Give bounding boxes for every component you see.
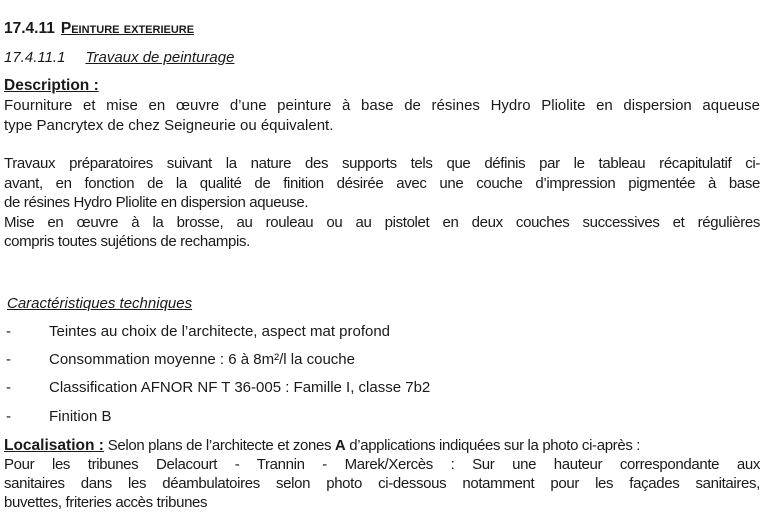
characteristic-text: Classification AFNOR NF T 36-005 : Famille I, classe 7b2 [49,379,431,396]
dash-bullet-icon: - [6,351,11,368]
localisation-text: d’applications indiquées sur la photo ci-après : [345,437,641,454]
localisation-line [4,436,760,455]
localisation-line: Pour les tribunes Delacourt - Trannin - Marek/Xercès : Sur une hauteur correspondante aux [4,456,760,473]
characteristic-item [6,323,390,340]
description-paragraph-2 [4,154,760,252]
localisation-label: Localisation : [4,437,104,454]
zone-marker: A [334,437,346,454]
localisation-block [4,436,760,512]
localisation-line: sanitaires dans les déambulatoires selon photo ci-dessous notamment pour les façades sanitaires, [4,475,760,492]
paragraph-line: de résines Hydro Pliolite en dispersion aqueuse. [4,194,309,211]
paragraph-line: Travaux préparatoires suivant la nature des supports tels que définis par le tableau récapitulatif ci- [4,155,760,172]
section-heading [4,20,194,38]
subsection-heading [4,49,234,66]
dash-bullet-icon: - [6,379,11,396]
dash-bullet-icon: - [6,323,11,340]
paragraph-line: Mise en œuvre à la brosse, au rouleau ou au pistolet en deux couches successives et régulières [4,213,760,231]
section-number: 17.4.11 [4,20,55,37]
paragraph-line: type Pancrytex de chez Seigneurie ou équivalent. [4,116,334,134]
subsection-title: Travaux de peinturage [85,49,235,66]
characteristic-text: Finition B [49,408,112,425]
localisation-text: Selon plans de l’architecte et zones [103,437,335,454]
subsection-number: 17.4.11.1 [4,49,66,66]
section-title: Peinture exterieure [60,20,195,37]
characteristic-text: Consommation moyenne : 6 à 8m²/l la couche [49,351,355,368]
description-label: Description : [4,77,99,94]
characteristic-item [6,351,355,368]
dash-bullet-icon: - [6,408,11,425]
characteristic-item [6,408,112,425]
characteristic-text: Teintes au choix de l’architecte, aspect mat profond [49,323,391,340]
paragraph-line: Fourniture et mise en œuvre d’une peinture à base de résines Hydro Pliolite en dispersion aqueuse [4,97,760,114]
characteristics-heading: Caractéristiques techniques [7,295,193,312]
characteristic-item [6,379,430,396]
paragraph-line: compris toutes sujétions de rechampis. [4,233,250,250]
localisation-line: buvettes, friteries accès tribunes [4,494,208,511]
description-paragraph-1 [4,96,760,135]
paragraph-line: avant, en fonction de la qualité de finition désirée avec une couche d’impression pigmentée à base [4,174,760,192]
